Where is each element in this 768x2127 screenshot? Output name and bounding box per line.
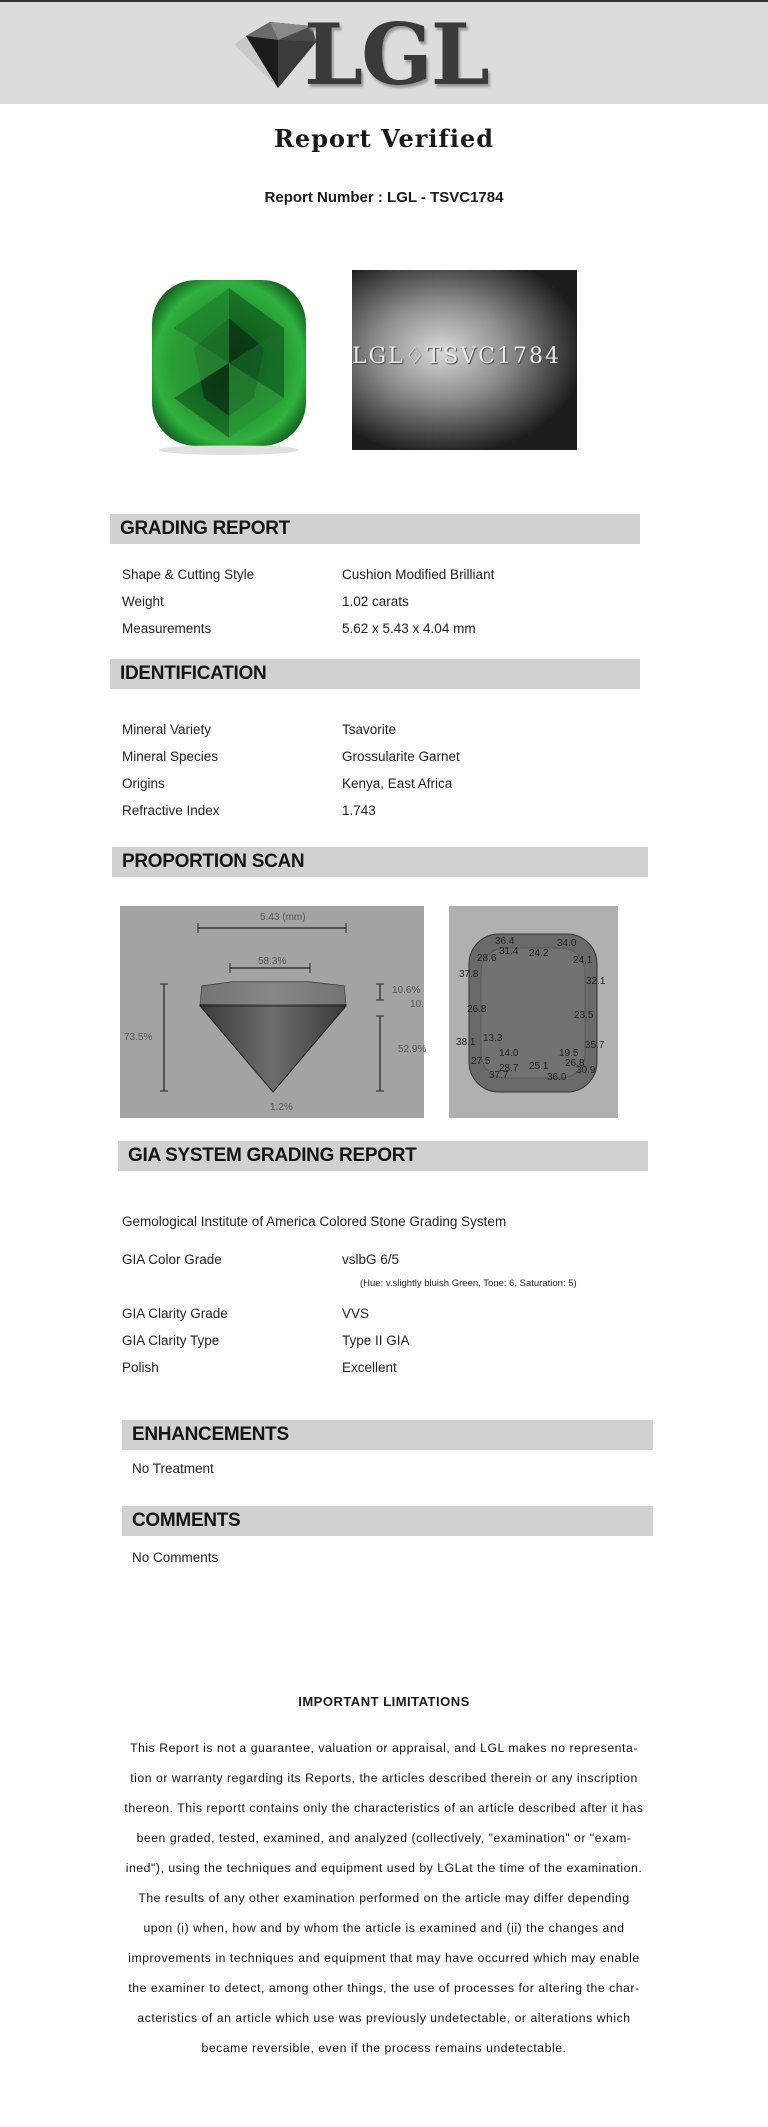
enhancements-header: ENHANCEMENTS: [122, 1420, 653, 1450]
limitations-line: ined"), using the techniques and equipment used by LGLat the time of the examination.: [125, 1861, 643, 1875]
page-title: Report Verified: [273, 124, 495, 153]
top-view-value: 14.0: [499, 1048, 519, 1059]
limitations-line: the examiner to detect, among other things, the use of processes for altering the char-: [128, 1981, 640, 1995]
comments-header: COMMENTS: [122, 1506, 653, 1536]
logo-text: LGL: [304, 5, 488, 104]
top-view-value: 38.1: [456, 1037, 476, 1048]
gia-row-label: GIA Clarity Grade: [122, 1306, 228, 1321]
report-number: Report Number : LGL - TSVC1784: [264, 189, 504, 206]
top-view-value: 26.8: [565, 1058, 585, 1069]
limitations-line: thereon. This reportt contains only the characteristics of an article described after it has: [124, 1801, 644, 1815]
top-view-value: 27.5: [471, 1056, 491, 1067]
limitations-title: IMPORTANT LIMITATIONS: [298, 1694, 470, 1709]
gia-row-label: GIA Clarity Type: [122, 1333, 220, 1348]
gia-report-header: GIA SYSTEM GRADING REPORT: [118, 1141, 648, 1171]
top-view-value: 23.5: [574, 1010, 594, 1021]
identification-header: IDENTIFICATION: [110, 659, 640, 689]
top-view-value: 19.5: [559, 1048, 579, 1059]
gia-intro: Gemological Institute of America Colored Stone Grading System: [122, 1214, 507, 1229]
gia-color-grade-value: vslbG 6/5: [342, 1252, 400, 1267]
gia-row-value: Excellent: [342, 1360, 397, 1375]
limitations-line: The results of any other examination performed on the article may differ depending: [138, 1891, 630, 1905]
top-view-value: 32.1: [586, 976, 606, 987]
top-view-value: 34.0: [557, 938, 577, 949]
limitations-line: acteristics of an article which use was previously undetectable, or alterations which: [137, 2011, 631, 2025]
top-view-value: 28.6: [477, 953, 497, 964]
grading-row-label: Measurements: [122, 621, 212, 636]
grading-row-value: 1.02 carats: [342, 594, 409, 609]
limitations-text: [112, 1733, 656, 2063]
laser-inscription-photo: [352, 270, 577, 450]
top-view-value: 37.7: [489, 1070, 509, 1081]
scan-table-label: 58.3%: [258, 956, 287, 967]
proportion-top-view-diagram: [449, 906, 618, 1118]
identification-row-label: Mineral Variety: [122, 722, 212, 737]
identification-row-value: Kenya, East Africa: [342, 776, 453, 791]
scan-girdle-label: 1.2%: [270, 1102, 293, 1113]
grading-row-label: Weight: [122, 594, 164, 609]
gia-row-label: Polish: [122, 1360, 159, 1375]
scan-depth-label: 73.5%: [124, 1032, 153, 1043]
top-view-value: 30.9: [576, 1065, 596, 1076]
scan-crown-cut-label: 10.: [410, 999, 424, 1010]
top-view-value: 24.1: [573, 955, 593, 966]
scan-pavilion-label: 52.9%: [398, 1044, 427, 1055]
grading-row-value: Cushion Modified Brilliant: [342, 567, 495, 582]
top-view-value: 31.4: [499, 946, 519, 957]
scan-width-label: 5.43 (mm): [260, 912, 306, 923]
limitations-line: been graded, tested, examined, and analyzed (collectively, "examination" or "exam-: [136, 1831, 632, 1845]
top-view-value: 13.3: [483, 1033, 503, 1044]
top-view-value: 36.0: [547, 1072, 567, 1083]
identification-row-label: Mineral Species: [122, 749, 219, 764]
grading-report-header: GRADING REPORT: [110, 514, 640, 544]
identification-row-label: Refractive Index: [122, 803, 220, 818]
top-view-value: 26.8: [467, 1004, 487, 1015]
proportion-scan-header: PROPORTION SCAN: [112, 847, 648, 877]
limitations-line: upon (i) when, how and by whom the article is examined and (ii) the changes and: [143, 1921, 625, 1935]
enhancements-text: No Treatment: [132, 1461, 214, 1476]
proportion-profile-diagram: [120, 906, 427, 1118]
grading-row-value: 5.62 x 5.43 x 4.04 mm: [342, 621, 476, 636]
top-view-value: 36.4: [495, 936, 515, 947]
gia-color-grade-note: (Hue: v.slightly bluish Green, Tone: 6, Saturation: 5): [360, 1278, 577, 1289]
top-view-value: 35.7: [585, 1040, 605, 1051]
scan-crown-label: 10.6%: [392, 985, 421, 996]
top-view-value: 37.8: [459, 969, 479, 980]
limitations-line: became reversible, even if the process remains undetectable.: [201, 2041, 567, 2055]
header-banner: [0, 2, 768, 104]
limitations-line: tion or warranty regarding its Reports, the articles described therein or any inscription: [130, 1771, 638, 1785]
identification-row-value: Tsavorite: [342, 722, 397, 737]
top-view-value: 28.7: [499, 1063, 519, 1074]
limitations-line: improvements in techniques and equipment that may have occurred which may enable: [128, 1951, 640, 1965]
limitations-line: This Report is not a guarantee, valuation or appraisal, and LGL makes no representa-: [130, 1741, 638, 1755]
inscription-text: LGL♢TSVC1784: [352, 344, 561, 369]
identification-row-value: 1.743: [342, 803, 376, 818]
gemstone-photo: [134, 268, 324, 458]
lgl-logo[interactable]: [234, 5, 490, 104]
comments-text: No Comments: [132, 1550, 219, 1565]
gia-row-value: VVS: [342, 1306, 370, 1321]
identification-row-label: Origins: [122, 776, 165, 791]
gia-row-value: Type II GIA: [342, 1333, 410, 1348]
top-view-value: 24.2: [529, 948, 549, 959]
gia-color-grade-label: GIA Color Grade: [122, 1252, 222, 1267]
top-view-value: 25.1: [529, 1061, 549, 1072]
grading-row-label: Shape & Cutting Style: [122, 567, 255, 582]
identification-row-value: Grossularite Garnet: [342, 749, 460, 764]
